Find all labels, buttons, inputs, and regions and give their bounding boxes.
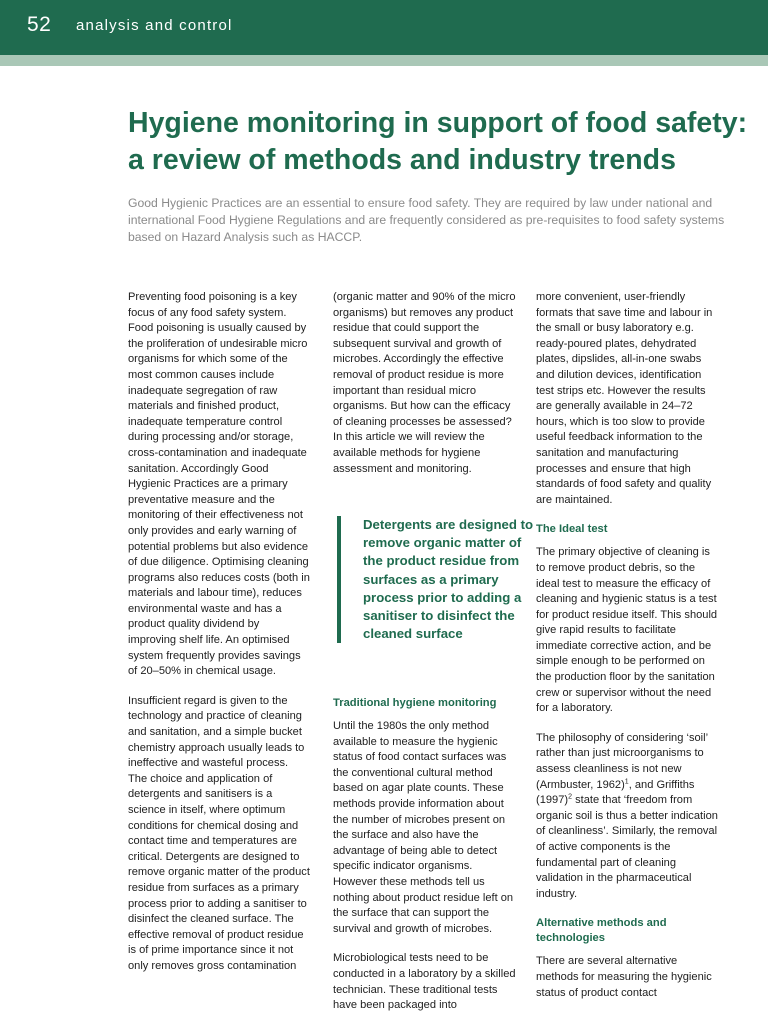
column-3 [536, 290, 718, 1015]
footnote-ref: 2 [568, 793, 572, 801]
header-bar [0, 0, 768, 55]
footnote-ref: 1 [624, 777, 629, 785]
text-run: , and Griffiths (1997) [536, 778, 695, 807]
page-number: 52 [27, 13, 52, 36]
section-heading: Alternative methods and technologies [536, 917, 667, 945]
column-1 [128, 290, 310, 989]
body-paragraph: There are several alternative methods for measuring the hygienic status of product contact [536, 955, 712, 999]
body-paragraph: Microbiological tests need to be conducted in a laboratory by a skilled technician. These traditional tests have been packaged into [333, 952, 516, 1012]
body-paragraph [536, 731, 718, 903]
pull-quote [337, 516, 543, 643]
pull-quote-text: Detergents are designed to remove organic matter of the product residue from surfaces as a primary process prior to adding a sanitiser to disinfect the cleaned surface [363, 517, 534, 642]
text-run: The philosophy of considering ‘soil’ rather than just microorganisms to assess cleanliness is not new (Armbuster, 1962) [536, 731, 708, 791]
article-title: Hygiene monitoring in support of food safety: a review of methods and industry trends [128, 107, 748, 176]
body-paragraph: The primary objective of cleaning is to remove product debris, so the ideal test to measure the efficacy of cleaning and hygienic status is a test for product residue itself. This should give rapid results to facilitate immediate corrective action, and be simple enough to be performed on the production floor by the sanitation crew or supervisor without the need for a laboratory. [536, 546, 718, 715]
body-paragraph: Until the 1980s the only method available to measure the hygienic status of food contact surfaces was the conventional cultural method based on agar plate counts. These methods provide information about the number of microbes present on the surface and also have the advantage of being able to detect specific indicator organisms. However these methods tell us nothing about product residue left on the surface that can support the survival and growth of microbes. [333, 720, 514, 935]
text-run: state that ‘freedom from organic soil is thus a better indication of cleanliness’. Similarly, the removal of active components is the fundamental part of cleaning validation in the pharmaceutical industry. [536, 794, 718, 900]
header-stripe [0, 55, 768, 66]
section-heading: The Ideal test [536, 523, 608, 536]
body-paragraph: Preventing food poisoning is a key focus of any food safety system. Food poisoning is usually caused by the proliferation of undesirable micro organisms for which some of the most common causes include inadequate segregation of raw materials and finished product, inadequate temperature control during processing and/or storage, cross-contamination and inadequate sanitation. Accordingly Good Hygienic Practices are a primary preventative measure and the monitoring of their effectiveness not only provides and early warning of potential problems but also evidence of due diligence. Optimising cleaning programs also reduces costs (both in materials and labour time), reduces environmental waste and has a product quality dividend by improving shelf life. An optimised system frequently provides savings of 20–50% in chemical usage. [128, 291, 310, 678]
body-paragraph: more convenient, user-friendly formats that save time and labour in the small or busy laboratory e.g. ready-poured plates, dehydrated plates, dipslides, all-in-one swabs and dilution devices, identification test strips etc. However the results are generally available in 24–72 hours, which is too slow to provide useful feedback information to the sanitation and manufacturing processes and ensure that high standards of food safety and quality are maintained. [536, 291, 713, 506]
column-2-top [333, 290, 517, 491]
body-paragraph: (organic matter and 90% of the micro organisms) but removes any product residue that could support the subsequent survival and growth of microbes. Accordingly the effective removal of product residue is more important than residual micro organisms. But how can the efficacy of cleaning processes be assessed? In this article we will review the available methods for hygiene assessment and monitoring. [333, 291, 516, 475]
section-heading: Traditional hygiene monitoring [333, 697, 497, 709]
body-paragraph: Insufficient regard is given to the technology and practice of cleaning and sanitation, and a simple bucket chemistry approach usually leads to ineffective and wasteful process. The choice and application of detergents and sanitisers is a science in itself, where optimum conditions for chemical dosing and contact time and temperatures are critical. Detergents are designed to remove organic matter of the product residue from surfaces as a primary process prior to adding a sanitiser to disinfect the cleaned surface. The effective removal of product residue is of prime importance since it not only removes gross contamination [128, 694, 310, 972]
article-intro: Good Hygienic Practices are an essential to ensure food safety. They are required by law under national and international Food Hygiene Regulations and are frequently considered as pre-requisites to food safety systems based on Hazard Analysis such as HACCP. [128, 196, 725, 244]
column-2-bottom [333, 696, 517, 1028]
section-name: analysis and control [76, 17, 233, 34]
